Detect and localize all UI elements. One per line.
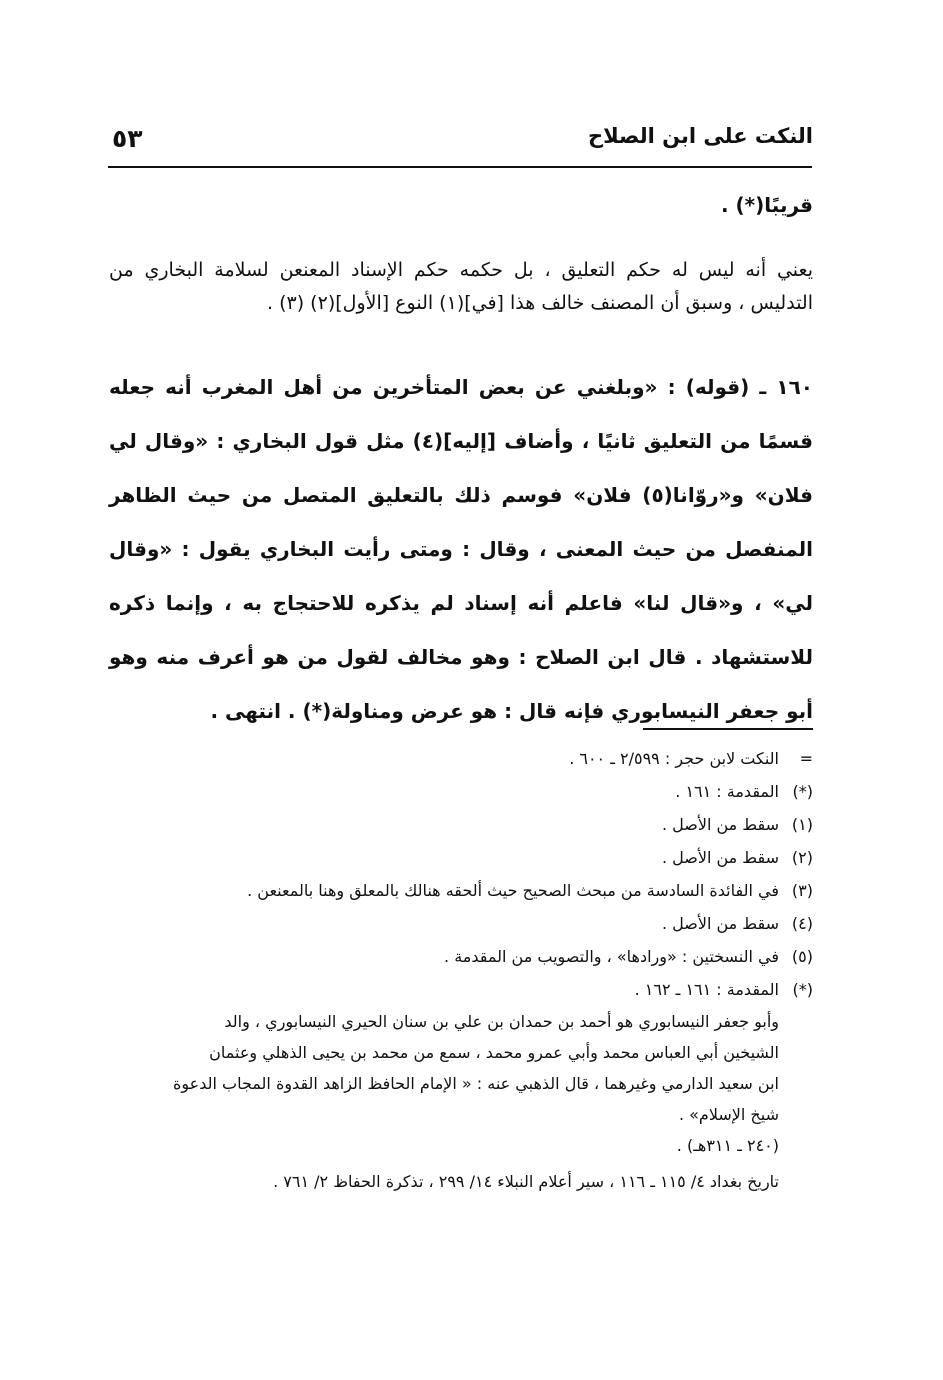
biography-dates: (٢٤٠ ـ ٣١١هـ) .	[676, 1136, 779, 1155]
footnote-item	[109, 841, 813, 874]
biography-line: الشيخين أبي العباس محمد وأبي عمرو محمد ، سمع من محمد بن يحيى الذهلي وعثمان	[209, 1043, 779, 1062]
footnote-item	[109, 742, 813, 775]
page-number: ٥٣	[112, 124, 143, 153]
footnote-item	[109, 907, 813, 940]
footnote-text: في النسختين : «ورادها» ، والتصويب من المقدمة .	[444, 947, 779, 966]
biography-sources: تاريخ بغداد ٤/ ١١٥ ـ ١١٦ ، سير أعلام النبلاء ١٤/ ٢٩٩ ، تذكرة الحفاظ ٢/ ٧٦١ .	[273, 1172, 779, 1191]
footnote-item	[109, 940, 813, 973]
footnote-text: سقط من الأصل .	[661, 848, 779, 867]
footnote-text: سقط من الأصل .	[661, 914, 779, 933]
footnote-text: المقدمة : ١٦١ ـ ١٦٢ .	[634, 980, 779, 999]
footnote-item	[109, 775, 813, 808]
biography-line: شيخ الإسلام» .	[678, 1105, 779, 1124]
biography-line: ابن سعيد الدارمي وغيرهما ، قال الذهبي عنه : « الإمام الحافظ الزاهد القدوة المجاب الدعوة	[173, 1074, 779, 1093]
footnote-marker: (١)	[791, 815, 813, 834]
running-header-title: النكت على ابن الصلاح	[587, 124, 813, 148]
footnote-marker: (*)	[792, 782, 813, 801]
footnote-text: المقدمة : ١٦١ .	[675, 782, 779, 801]
header-rule	[108, 166, 812, 168]
footnote-item	[109, 808, 813, 841]
footnote-text: سقط من الأصل .	[661, 815, 779, 834]
biography-line: وأبو جعفر النيسابوري هو أحمد بن حمدان بن علي بن سنان الحيري النيسابوري ، والد	[224, 1012, 779, 1031]
main-quotation-paragraph: ١٦٠ ـ (قوله) : «وبلغني عن بعض المتأخرين من أهل المغرب أنه جعله قسمًا من التعليق ثانيًا ، وأضاف [إليه](٤) مثل قول البخاري : «وقال لي فلان» و«روّانا(٥) فلان» فوسم ذلك بالتعليق المتصل من حيث الظاهر المنفصل من حيث المعنى ، وقال : ومتى رأيت البخاري يقول : «وقال لي» ، و«قال لنا» فاعلم أنه إسناد لم يذكره للاحتجاج به ، وإنما ذكره للاستشهاد . قال ابن الصلاح : وهو مخالف لقول من هو أعرف منه وهو أبو جعفر النيسابوري فإنه قال : هو عرض ومناولة(*) . انتهى .	[109, 375, 813, 723]
footnote-marker: (*)	[792, 980, 813, 999]
biography-note	[109, 1006, 779, 1197]
footnote-item	[109, 874, 813, 907]
footnote-marker: (٣)	[791, 881, 813, 900]
footnote-marker: (٢)	[791, 848, 813, 867]
footnote-item	[109, 973, 813, 1006]
footnote-separator	[643, 728, 813, 730]
footnote-marker: (٥)	[791, 947, 813, 966]
intro-line: قريبًا(*) .	[720, 193, 813, 217]
footnote-marker: =	[799, 749, 813, 768]
footnote-text: النكت لابن حجر : ٢/٥٩٩ ـ ٦٠٠ .	[569, 749, 779, 768]
footnote-marker: (٤)	[791, 914, 813, 933]
footnotes	[109, 742, 813, 1197]
footnote-text: في الفائدة السادسة من مبحث الصحيح حيث ألحقه هنالك بالمعلق وهنا بالمعنعن .	[247, 881, 779, 900]
commentary-paragraph: يعني أنه ليس له حكم التعليق ، بل حكمه حكم الإسناد المعنعن لسلامة البخاري من التدليس ، وسبق أن المصنف خالف هذا [في](١) النوع [الأول](٢) (٣) .	[109, 259, 813, 314]
